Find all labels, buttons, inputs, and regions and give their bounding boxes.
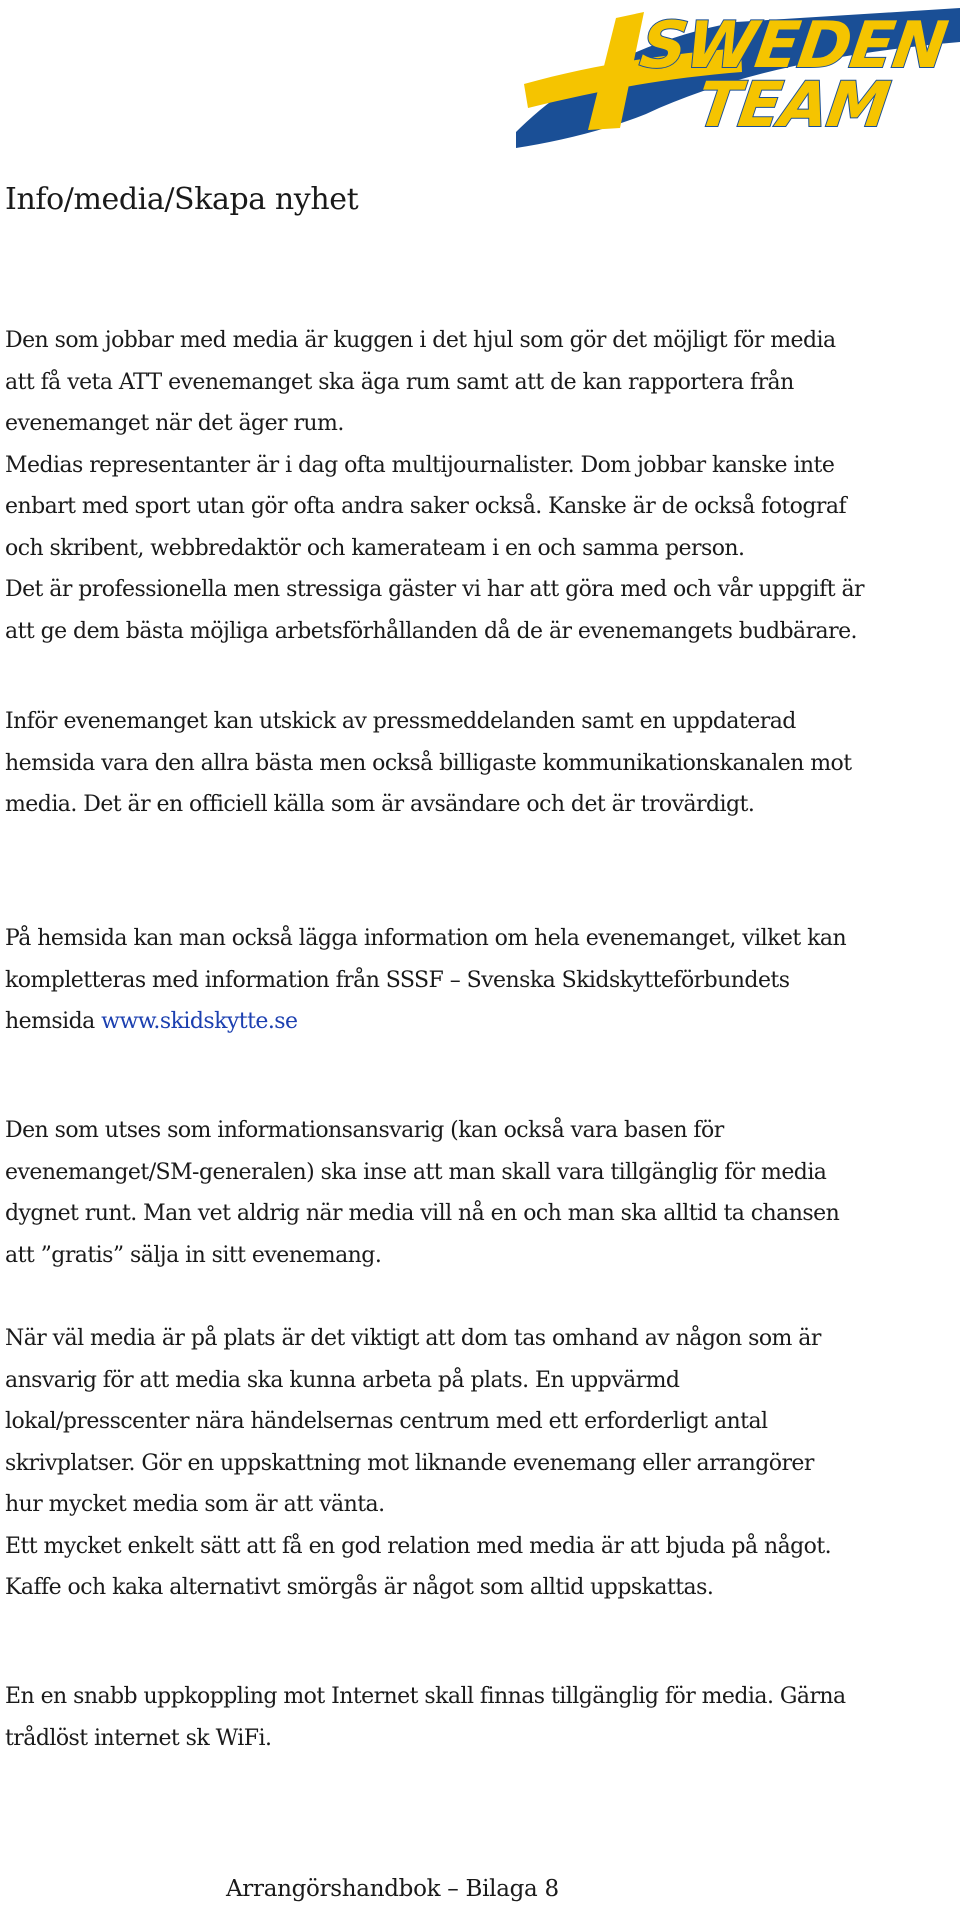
paragraph-media-intro (5, 320, 953, 652)
text-line: media. Det är en officiell källa som är avsändare och det är trovärdigt. (5, 792, 755, 817)
text-line: Kaffe och kaka alternativt smörgås är något som alltid uppskattas. (5, 1575, 714, 1600)
text-line: Den som utses som informationsansvarig (kan också vara basen för (5, 1118, 724, 1143)
skidskytte-link[interactable]: www.skidskytte.se (101, 1009, 298, 1034)
text-line: Ett mycket enkelt sätt att få en god relation med media är att bjuda på något. (5, 1533, 832, 1559)
text-line: dygnet runt. Man vet aldrig när media vill nå en och man ska alltid ta chansen (5, 1201, 840, 1226)
text-line: hur mycket media som är att vänta. (5, 1492, 385, 1517)
page-title: Info/media/Skapa nyhet (5, 182, 359, 217)
text-line: ansvarig för att media ska kunna arbeta på plats. En uppvärmd (5, 1367, 680, 1393)
text-line: lokal/presscenter nära händelsernas centrum med ett erforderligt antal (5, 1409, 768, 1434)
paragraph-info-responsible (5, 1110, 953, 1276)
paragraph-press-center (5, 1318, 953, 1609)
text-line: kompletteras med information från SSSF – Svenska Skidskytteförbundets (5, 967, 790, 993)
text-line: På hemsida kan man också lägga information om hela evenemanget, vilket kan (5, 926, 847, 951)
text-line: Det är professionella men stressiga gäster vi har att göra med och vår uppgift är (5, 577, 864, 602)
logo-text-team: TEAM (692, 67, 894, 141)
text-line: Den som jobbar med media är kuggen i det hjul som gör det möjligt för media (5, 328, 836, 353)
paragraph-press-releases (5, 701, 953, 826)
text-line: evenemanget/SM-generalen) ska inse att man skall vara tillgänglig för media (5, 1159, 827, 1185)
text-line: Inför evenemanget kan utskick av pressmeddelanden samt en uppdaterad (5, 709, 796, 734)
text-line: evenemanget när det äger rum. (5, 411, 344, 436)
text-line: att ”gratis” sälja in sitt evenemang. (5, 1242, 382, 1268)
text-line: Medias representanter är i dag ofta multijournalister. Dom jobbar kanske inte (5, 452, 835, 478)
text-line: att få veta ATT evenemanget ska äga rum samt att de kan rapportera från (5, 369, 794, 395)
page-footer: Arrangörshandbok – Bilaga 8 (226, 1876, 559, 1902)
text-line: En en snabb uppkoppling mot Internet skall finnas tillgänglig för media. Gärna (5, 1684, 846, 1709)
text-line: trådlöst internet sk WiFi. (5, 1725, 272, 1751)
text-line: skrivplatser. Gör en uppskattning mot liknande evenemang eller arrangörer (5, 1450, 814, 1476)
logo-text-sweden: SWEDEN (636, 9, 952, 84)
text-line: och skribent, webbredaktör och kamerateam i en och samma person. (5, 535, 745, 561)
text-line: När väl media är på plats är det viktigt att dom tas omhand av någon som är (5, 1326, 821, 1351)
logo-wordmark (516, 2, 960, 148)
text-line (5, 1001, 953, 1043)
text-line: hemsida vara den allra bästa men också billigaste kommunikationskanalen mot (5, 750, 852, 776)
sweden-team-logo (516, 2, 960, 148)
text-line: enbart med sport utan gör ofta andra saker också. Kanske är de också fotograf (5, 494, 847, 519)
paragraph-internet (5, 1676, 953, 1759)
text-line: att ge dem bästa möjliga arbetsförhållanden då de är evenemangets budbärare. (5, 618, 857, 644)
paragraph-website (5, 918, 953, 1043)
text-fragment: hemsida (5, 1009, 102, 1034)
